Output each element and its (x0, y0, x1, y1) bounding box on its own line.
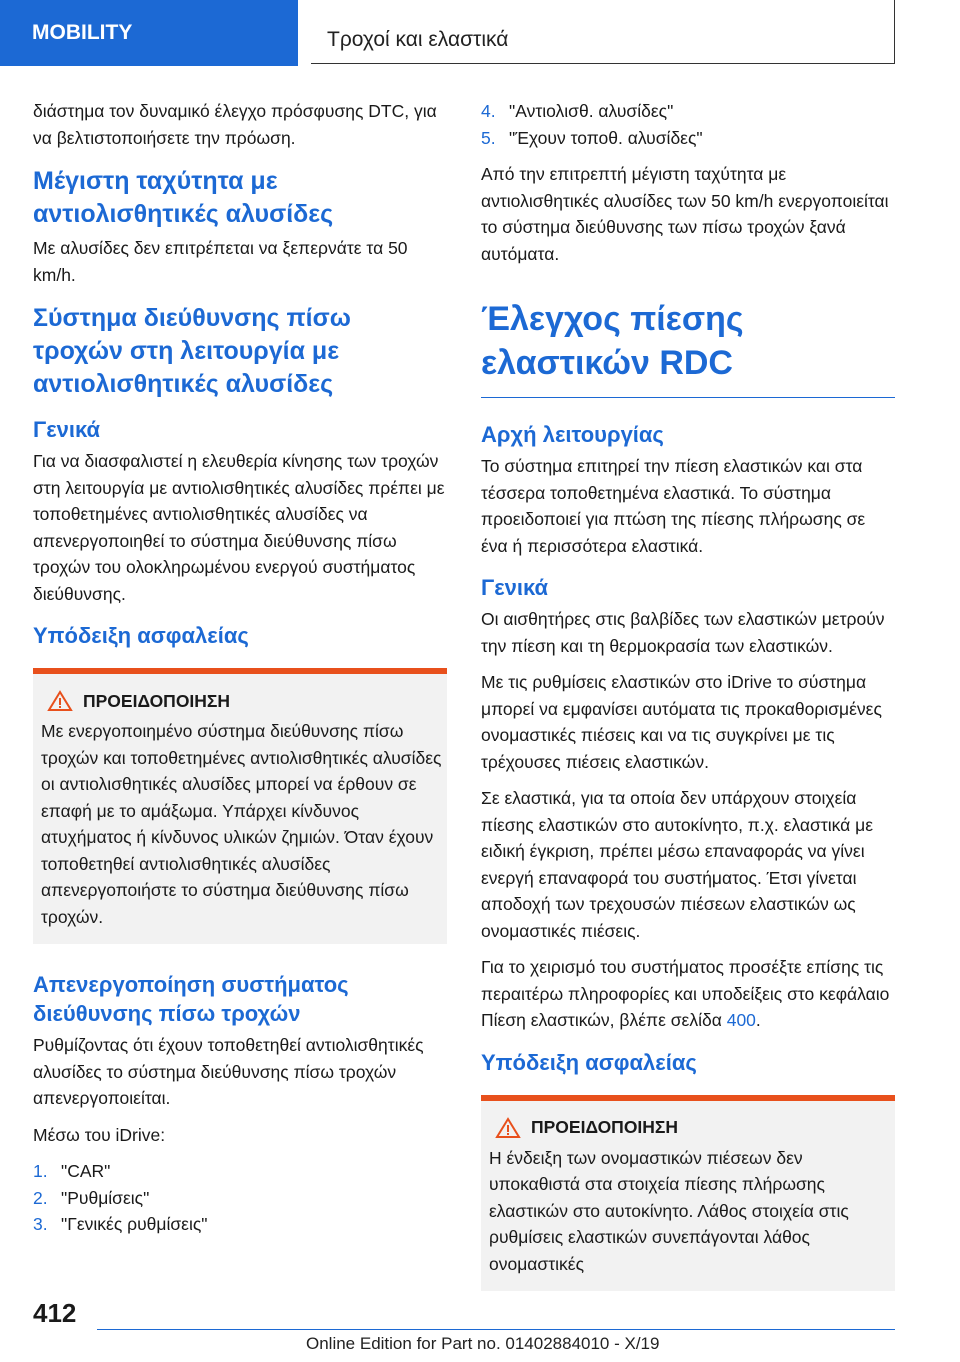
step-number: 2. (33, 1187, 48, 1208)
page-number: 412 (33, 1298, 77, 1328)
general-paragraph-4 (481, 954, 895, 1034)
general-paragraph-3: Σε ελαστικά, για τα οποία δεν υπάρχουν στοιχεία πίεσης ελαστικών στο αυτοκίνητο, π.χ. ελαστικά με ειδική έγκριση, πρέπει μέσω επαναφοράς να γίνει ενεργή επαναφορά του συστήματος. Έτσι γίνεται αποδοχή των τρεχουσών πιέσεων ελαστικών ως ονομαστικές πιέσεις. (481, 788, 874, 941)
general-paragraph-1: Οι αισθητήρες στις βαλβίδες των ελαστικών μετρούν την πίεση και τη θερμοκρασία των ελαστικών. (481, 609, 885, 656)
warning-label-left: ΠΡΟΕΙΔΟΠΟΙΗΣΗ (83, 690, 231, 711)
warning-title-right (481, 1117, 895, 1139)
max-speed-paragraph: Με αλυσίδες δεν επιτρέπεται να ξεπερνάτε τα 50 km/h. (33, 238, 408, 285)
general-paragraph-2: Με τις ρυθμίσεις ελαστικών στο iDrive το σύστημα μπορεί να εμφανίσει αυτόματα τις προκαθορισμένες ονομαστικές πιέσεις και να τις συγκρίνει με τις τρέχουσες πιέσεις ελαστικών. (481, 672, 882, 772)
step-text: "CAR" (61, 1161, 111, 1181)
footer-divider (97, 1329, 895, 1330)
page-link-400[interactable]: 400 (726, 1010, 756, 1030)
steps-list-right (481, 98, 895, 151)
heading-principle: Αρχή λειτουργίας (481, 422, 664, 447)
heading-rear-steering: Σύστημα διεύθυνσης πίσω τροχών στη λειτουργία με αντιολισθητικές αλυσίδες (33, 304, 351, 398)
step-number: 5. (481, 127, 496, 148)
list-item (33, 1158, 447, 1185)
heading-max-speed: Μέγιστη ταχύτητα με αντιολισθητικές αλυσίδες (33, 167, 334, 228)
list-item (33, 1185, 447, 1212)
step-number: 1. (33, 1161, 48, 1181)
principle-paragraph: Το σύστημα επιτηρεί την πίεση ελαστικών και στα τέσσερα τοποθετημένα ελαστικά. Το σύστημα προειδοποιεί για πτώση της πίεσης πλήρωσης σε ένα ή περισσότερα ελαστικά. (481, 456, 866, 556)
list-item (481, 125, 895, 152)
heading-safety-left: Υπόδειξη ασφαλείας (33, 623, 249, 648)
step-text: "Έχουν τοποθ. αλυσίδες" (509, 127, 703, 148)
auto-reactivation-paragraph: Από την επιτρεπτή μέγιστη ταχύτητα με αντιολισθητικές αλυσίδες των 50 km/h ενεργοποιείται το σύστημα διεύθυνσης των πίσω τροχών ξανά αυτόματα. (481, 164, 889, 264)
heading-safety-right: Υπόδειξη ασφαλείας (481, 1049, 697, 1075)
heading-deactivation: Απενεργοποίηση συστήματος διεύθυνσης πίσω τροχών (33, 972, 349, 1026)
warning-title-left (33, 690, 447, 712)
list-item (481, 98, 895, 125)
warning-text-right: Η ένδειξη των ονομαστικών πιέσεων δεν υποκαθιστά στα στοιχεία πίεσης πλήρωσης ελαστικών στο αυτοκίνητο. Λάθος στοιχεία στις ρυθμίσεις ελαστικών συνεπάγονται λάθος ονομαστικές (489, 1147, 849, 1274)
section-tab: MOBILITY (0, 0, 298, 66)
warning-triangle-icon (495, 1117, 521, 1139)
deactivation-paragraph: Ρυθμίζοντας ότι έχουν τοποθετηθεί αντιολισθητικές αλυσίδες το σύστημα διεύθυνσης πίσω τροχών απενεργοποιείται. (33, 1035, 424, 1108)
steps-list-left (33, 1158, 447, 1238)
warning-triangle-icon (47, 690, 73, 712)
step-number: 4. (481, 101, 496, 121)
step-text: "Γενικές ρυθμίσεις" (61, 1214, 208, 1234)
reference-end: . (755, 1010, 761, 1030)
heading-rdc: Έλεγχος πίεσης ελαστικών RDC (481, 297, 895, 398)
list-item (33, 1211, 447, 1238)
warning-box-right (481, 1095, 895, 1292)
intro-paragraph: διάστημα τον δυναμικό έλεγχο πρόσφυσης DTC, για να βελτιστοποιήσετε την πρόωση. (33, 101, 437, 148)
via-idrive: Μέσω του iDrive: (33, 1124, 166, 1145)
step-number: 3. (33, 1214, 48, 1234)
warning-text-left: Με ενεργοποιημένο σύστημα διεύθυνσης πίσω τροχών και τοποθετημένες αντιολισθητικές αλυσίδες οι αντιολισθητικές αλυσίδες μπορεί να έρθουν σε επαφή με το αμάξωμα. Υπάρχει κίνδυνος ατυχήματος ή κίνδυνος υλικών ζημιών. Όταν έχουν τοποθετηθεί αντιολισθητικές αλυσίδες απενεργοποιήστε το σύστημα διεύθυνσης πίσω τροχών. (41, 721, 442, 927)
left-column (33, 98, 447, 1248)
heading-general-right: Γενικά (481, 575, 549, 600)
step-text: "Αντιολισθ. αλυσίδες" (509, 101, 674, 121)
chapter-title: Τροχοί και ελαστικά (311, 0, 895, 64)
edition-text: Online Edition for Part no. 01402884010 - X/19 (306, 1334, 660, 1353)
step-text: "Ρυθμίσεις" (61, 1187, 150, 1208)
general-paragraph-left: Για να διασφαλιστεί η ελευθερία κίνησης των τροχών στη λειτουργία με αντιολισθητικές αλυσίδες πρέπει με τοποθετημένες αντιολισθητικές αλυσίδες να απενεργοποιηθεί το σύστημα διεύθυνσης πίσω τροχών του ολοκληρωμένου ενεργού συστήματος διεύθυνσης. (33, 451, 445, 604)
heading-general-left: Γενικά (33, 417, 101, 442)
warning-box-left (33, 668, 447, 944)
warning-label-right: ΠΡΟΕΙΔΟΠΟΙΗΣΗ (531, 1117, 679, 1137)
right-column (481, 98, 895, 1291)
reference-text: Για το χειρισμό του συστήματος προσέξτε επίσης τις περαιτέρω πληροφορίες και υποδείξεις στο κεφάλαιο Πίεση ελαστικών, βλέπε σελίδα (481, 957, 890, 1030)
